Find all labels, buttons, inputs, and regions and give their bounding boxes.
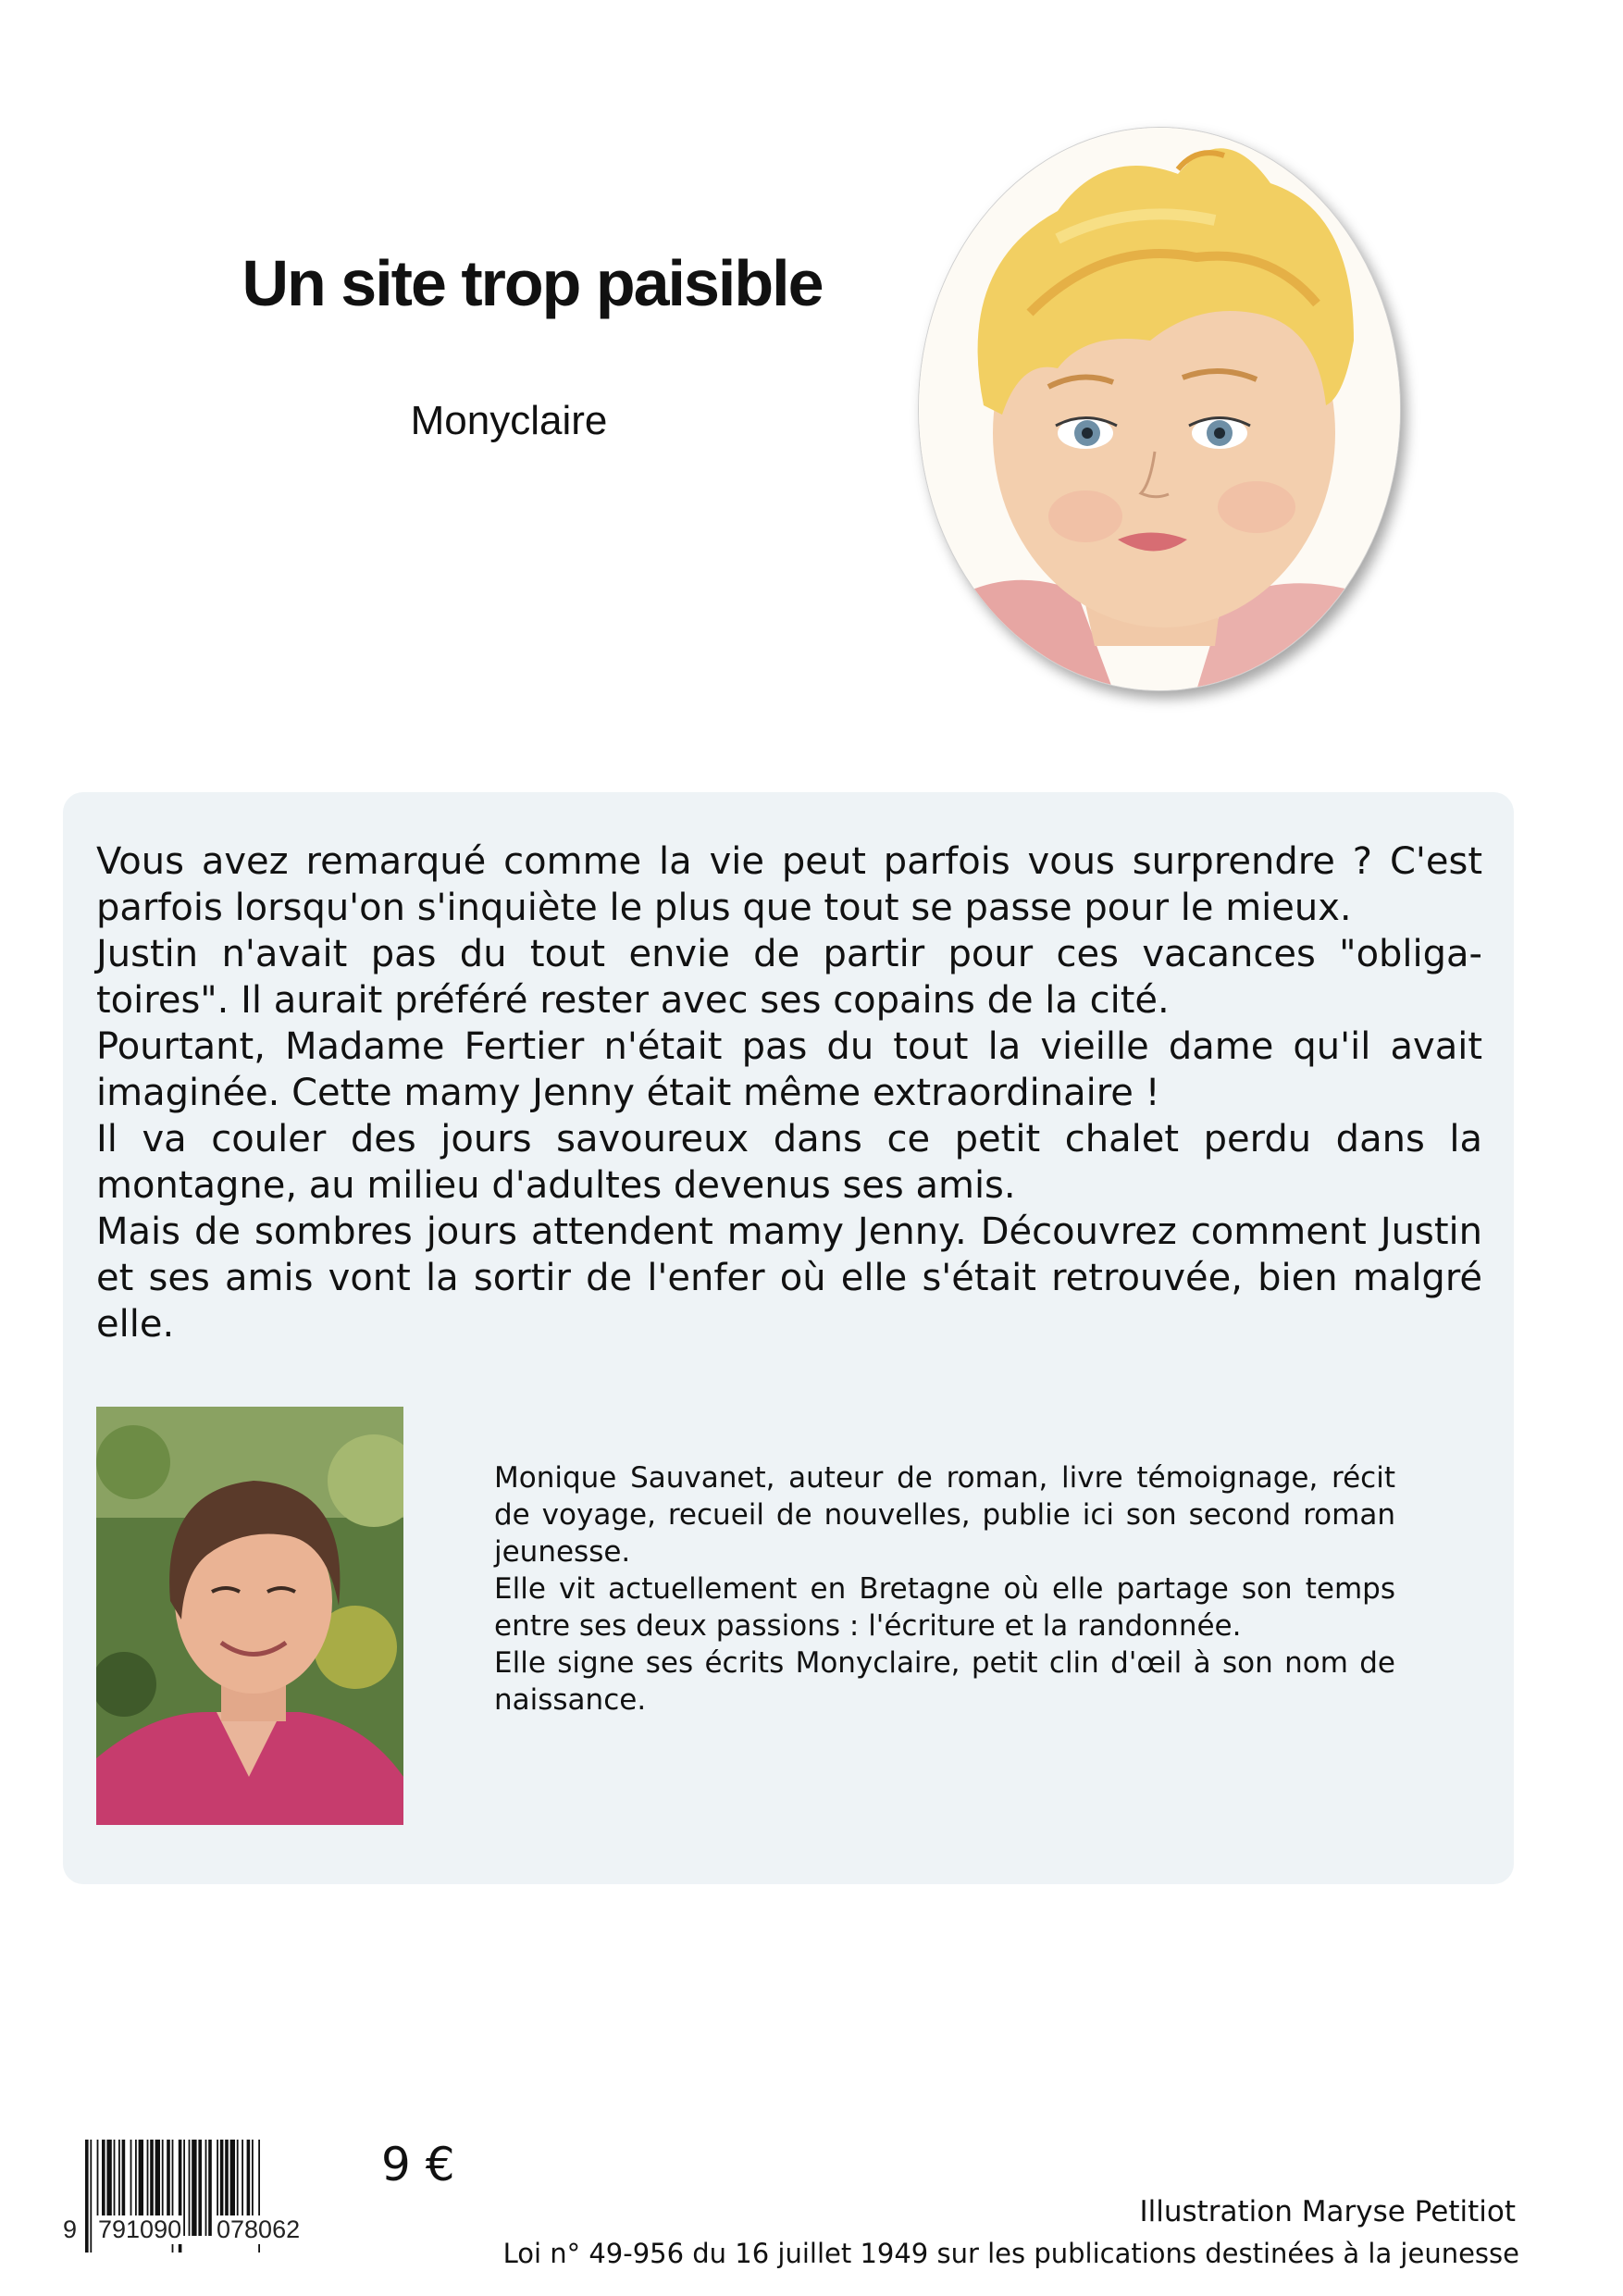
summary-paragraph: Mais de sombres jours attendent mamy Jenny. Découvrez comment Justin et ses amis vont la sortir de l'enfer où elle s'était retrouvée, bien malgré elle. <box>96 1210 1482 1346</box>
cover-illustration <box>918 127 1401 691</box>
legal-notice: Loi n° 49-956 du 16 juillet 1949 sur les publications destinées à la jeunesse <box>502 2238 1519 2269</box>
bio-paragraph: Elle vit actuellement en Bretagne où elle partage son temps entre ses deux passions : l'écriture et la randonnée. <box>494 1572 1395 1643</box>
summary-paragraph: Justin n'avait pas du tout envie de partir pour ces vacances "obliga-toires". Il aurait préféré rester avec ses copains de la cité. <box>96 933 1482 1022</box>
summary-paragraph: Pourtant, Madame Fertier n'était pas du tout la vieille dame qu'il avait imaginée. Cette mamy Jenny était même extraordinaire ! <box>96 1025 1482 1114</box>
book-summary <box>96 838 1482 1347</box>
price-label: 9 € <box>381 2138 455 2191</box>
bio-paragraph: Elle signe ses écrits Monyclaire, petit clin d'œil à son nom de naissance. <box>494 1646 1395 1717</box>
barcode-bar <box>208 2140 212 2236</box>
bio-paragraph: Monique Sauvanet, auteur de roman, livre témoignage, récit de voyage, recueil de nouvelles, publie ici son second roman jeunesse. <box>494 1461 1395 1569</box>
barcode-bar <box>198 2140 202 2236</box>
barcode-bar <box>192 2140 196 2236</box>
author-biography <box>494 1459 1395 1719</box>
barcode-group-1: 791090 <box>98 2215 182 2243</box>
author-pen-name: Monyclaire <box>410 398 608 443</box>
book-title: Un site trop paisible <box>242 247 823 319</box>
barcode-bar <box>189 2140 191 2236</box>
illustration-credit: Illustration Maryse Petitiot <box>1139 2195 1516 2228</box>
author-photo <box>96 1407 403 1825</box>
barcode-group-2: 078062 <box>217 2215 301 2243</box>
summary-paragraph: Vous avez remarqué comme la vie peut parfois vous surprendre ? C'est parfois lorsqu'on s'inquiète le plus que tout se passe pour le mieux. <box>96 840 1482 929</box>
barcode-bar <box>205 2140 207 2236</box>
barcode-first-digit: 9 <box>63 2215 78 2243</box>
summary-paragraph: Il va couler des jours savoureux dans ce petit chalet perdu dans la montagne, au milieu d'adultes devenus ses amis. <box>96 1118 1482 1207</box>
barcode-bar <box>85 2140 89 2253</box>
barcode-bar <box>90 2140 92 2253</box>
barcode-bar <box>183 2140 185 2236</box>
